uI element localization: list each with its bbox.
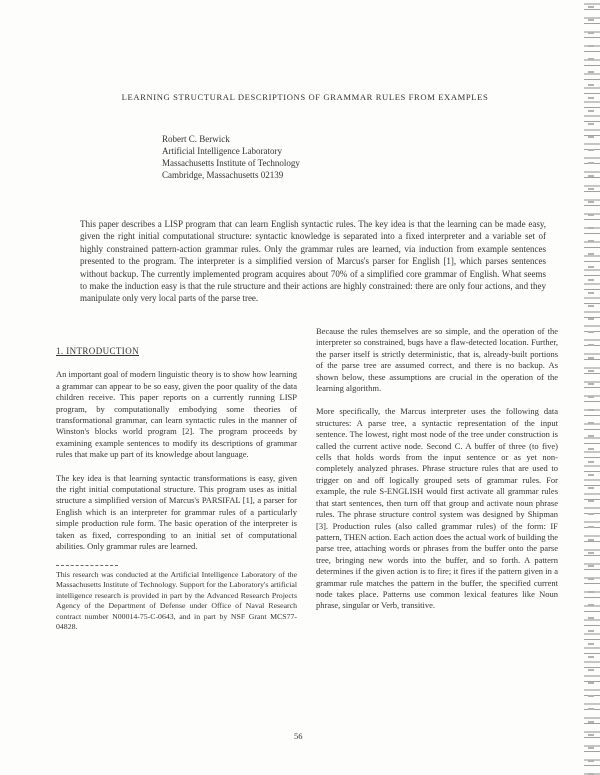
body-paragraph: An important goal of modern linguistic theory is to show how learning a grammar can appear to be so easy, given the poor quality of the data children receive. This paper reports on a currently running LISP program, by computationally embodying some theories of transformational grammar, can learn syntactic rules in the manner of Winston's blocks world program [2]. The program proceeds by examining example sentences to modify its descriptions of grammar rules that make up part of its knowledge about language.	[56, 369, 297, 460]
paper-title: LEARNING STRUCTURAL DESCRIPTIONS OF GRAMMAR RULES FROM EXAMPLES	[121, 92, 489, 102]
footnote: This research was conducted at the Artificial Intelligence Laboratory of the Massachusetts Institute of Technology. Support for the Laboratory's artificial intelligence research is provided in part by the Advanced Research Projects Agency of the Department of Defense under Office of Naval Research contract number N00014-75-C-0643, and in part by NSF Grant MCS77-04828.	[56, 569, 297, 631]
body-paragraph: More specifically, the Marcus interpreter uses the following data structures: A parse tree, a syntactic representation of the input sentence. The lowest, right most node of the tree under construction is called the current active node. Second C. A buffer of three (to five) cells that holds words from the input sentence or as yet non-completely analyzed phrases. Phrase structure rules that are used to trigger on and off logically grouped sets of grammar rules. For example, the rule S-ENGLISH would first activate all grammar rules that start sentences, then turn off that group and activate noun phrase rules. The phrase structure control system was designed by Shipman [3]. Production rules (also called grammar rules) of the form: IF pattern, THEN action. Each action does the actual work of building the parse tree, attaching words or phrases from the buffer onto the parse tree, bringing new words into the buffer, and so forth. A pattern determines if the given action is to fire; it fires if the pattern given in a grammar rule matches the pattern in the buffer, the specified current node takes place. Patterns use common lexical features like Noun phrase, singular or Verb, transitive.	[316, 406, 558, 611]
body-paragraph: Because the rules themselves are so simple, and the operation of the interpreter so constrained, bugs have a flaw-detected location. Further, the parser itself is strictly deterministic, that is, already-built portions of the parse tree are assumed correct, and there is no backup. As shown below, these assumptions are crucial in the operation of the learning algorithm.	[316, 326, 558, 394]
author-affiliation-line: Artificial Intelligence Laboratory	[162, 146, 282, 156]
footnote-divider	[56, 565, 118, 566]
right-column	[316, 326, 558, 624]
author-name: Robert C. Berwick	[162, 134, 230, 144]
author-affiliation-line: Massachusetts Institute of Technology	[162, 158, 300, 168]
left-column	[56, 346, 297, 633]
author-block	[162, 133, 362, 181]
body-paragraph: The key idea is that learning syntactic transformations is easy, given the right initial computational structure. This program uses as initial structure a simplified version of Marcus's PARSIFAL [1], a parser for English which is an interpreter for grammar rules of a particularly simple production rule form. The basic operation of the interpreter is taken as fixed, corresponding to an initial set of computational abilities. Only grammar rules are learned.	[56, 472, 297, 552]
scan-edge-artifact	[584, 0, 600, 775]
page-number: 56	[294, 731, 303, 741]
section-heading: 1. INTRODUCTION	[56, 346, 139, 356]
author-affiliation-line: Cambridge, Massachusetts 02139	[162, 170, 284, 180]
abstract: This paper describes a LISP program that can learn English syntactic rules. The key idea is that the learning can be made easy, given the right initial computational structure: syntactic knowledge is separated into a fixed interpreter and a variable set of highly constrained pattern-action grammar rules. Only the grammar rules are learned, via induction from example sentences presented to the program. The interpreter is a simplified version of Marcus's parser for English [1], which parses sentences without backup. The currently implemented program acquires about 70% of a simplified core grammar of English. What seems to make the induction easy is that the rule structure and their actions are highly constrained: there are only four actions, and they manipulate only very local parts of the parse tree.	[80, 219, 546, 304]
